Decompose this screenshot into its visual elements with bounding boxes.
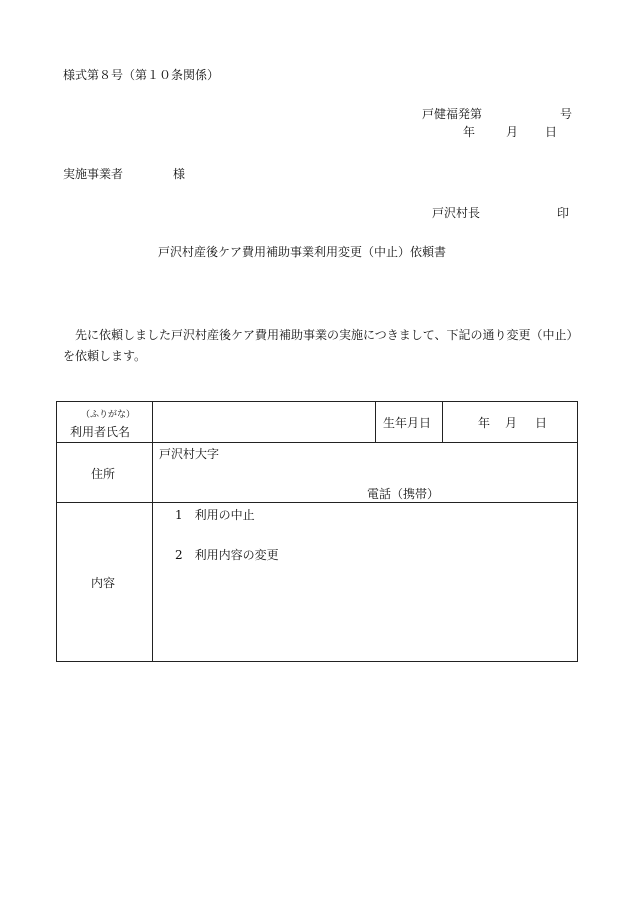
date-day-label: 日 — [545, 125, 558, 139]
phone-label: 電話（携帯） — [367, 487, 440, 501]
birthdate-label: 生年月日 — [383, 416, 432, 430]
furigana-label: （ふりがな） — [81, 410, 136, 420]
body-paragraph: 先に依頼しました戸沢村産後ケア費用補助事業の実施につきまして、下記の通り変更（中止）を依頼します。 — [63, 328, 579, 363]
date-year-label: 年 — [463, 125, 476, 139]
sender-name: 戸沢村長 — [432, 206, 481, 220]
user-name-label: 利用者氏名 — [70, 425, 131, 439]
addressee-name: 実施事業者 — [63, 167, 124, 181]
option-discontinue: 1 利用の中止 — [175, 508, 255, 522]
table-row-divider-2 — [57, 502, 577, 503]
birth-year-label: 年 — [478, 416, 491, 430]
option-change: 2 利用内容の変更 — [175, 548, 279, 562]
address-label: 住所 — [91, 467, 116, 481]
addressee-honorific: 様 — [173, 167, 186, 181]
birth-month-label: 月 — [505, 416, 518, 430]
seal-mark: 印 — [557, 206, 570, 220]
content-label: 内容 — [91, 576, 116, 590]
document-number-suffix: 号 — [560, 107, 573, 121]
birth-day-label: 日 — [535, 416, 548, 430]
address-prefix: 戸沢村大字 — [159, 447, 220, 461]
table-divider-birthdate-left — [375, 402, 376, 442]
document-title: 戸沢村産後ケア費用補助事業利用変更（中止）依頼書 — [158, 245, 447, 259]
table-divider-label-column — [152, 402, 153, 661]
date-month-label: 月 — [506, 125, 519, 139]
table-row-divider-1 — [57, 442, 577, 443]
table-divider-birthdate-right — [442, 402, 443, 442]
document-number-label: 戸健福発第 — [422, 107, 483, 121]
request-form-table — [56, 401, 578, 662]
form-number: 様式第８号（第１０条関係） — [63, 68, 220, 82]
